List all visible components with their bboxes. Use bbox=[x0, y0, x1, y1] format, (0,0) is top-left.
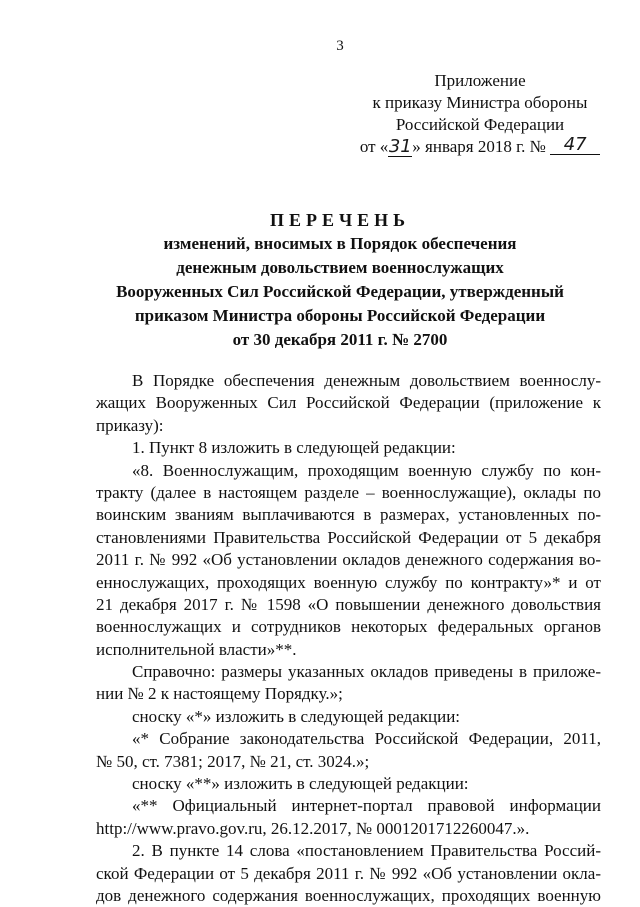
page-number: 3 bbox=[336, 38, 344, 54]
body-line: нии № 2 к настоящему Порядку.»; bbox=[96, 684, 343, 704]
date-prefix: от « bbox=[359, 137, 389, 156]
body-line: становлениями Правительства Российской Федерации от 5 декабря bbox=[96, 527, 601, 547]
heading-line: приказом Министра обороны Российской Федерации bbox=[134, 306, 546, 325]
body-line: 1. Пункт 8 изложить в следующей редакции: bbox=[132, 438, 456, 458]
heading-line: денежным довольствием военнослужащих bbox=[176, 258, 504, 277]
attachment-block bbox=[330, 70, 630, 158]
body-line: 21 декабря 2017 г. № 1598 «О повышении денежного довольствия bbox=[96, 594, 601, 614]
body-line: тракту (далее в настоящем разделе – военнослужащие), оклады по bbox=[96, 482, 601, 502]
heading-line: изменений, вносимых в Порядок обеспечения bbox=[163, 234, 517, 253]
body-line: ской Федерации от 5 декабря 2011 г. № 992 «Об установлении окла- bbox=[96, 863, 601, 883]
heading-line: Вооруженных Сил Российской Федерации, утвержденный bbox=[116, 282, 564, 301]
body-line: 2. В пункте 14 слова «постановлением Правительства Россий- bbox=[132, 841, 601, 861]
body-line: «* Собрание законодательства Российской Федерации, 2011, bbox=[132, 729, 601, 749]
attachment-line-1: Приложение bbox=[434, 71, 526, 90]
body-line: еннослужащих, проходящих военную службу по контракту»* и от bbox=[96, 572, 601, 592]
body-line: Справочно: размеры указанных окладов приведены в приложе- bbox=[132, 662, 601, 682]
document-heading bbox=[80, 208, 600, 352]
body-line: приказу): bbox=[96, 415, 164, 435]
body-line: дов денежного содержания военнослужащих, проходящих военную bbox=[96, 885, 601, 905]
attachment-date-line bbox=[330, 136, 630, 158]
attachment-line-3: Российской Федерации bbox=[395, 115, 565, 134]
body-line: исполнительной власти»**. bbox=[96, 639, 297, 659]
body-line: военнослужащих и сотрудников некоторых федеральных органов bbox=[96, 617, 601, 637]
heading-title: ПЕРЕЧЕНЬ bbox=[269, 210, 411, 230]
heading-line: от 30 декабря 2011 г. № 2700 bbox=[232, 330, 448, 349]
body-line: «** Официальный интернет-портал правовой информации bbox=[132, 796, 601, 816]
body-line: 2011 г. № 992 «Об установлении окладов денежного содержания во- bbox=[96, 550, 601, 570]
date-middle: » января 2018 г. № bbox=[412, 137, 546, 156]
body-line: воинским званиям выплачиваются в размерах, установленных по- bbox=[96, 505, 601, 525]
body-line: сноску «*» изложить в следующей редакции: bbox=[132, 706, 461, 726]
attachment-line-2: к приказу Министра обороны bbox=[372, 93, 588, 112]
body-line: сноску «**» изложить в следующей редакции: bbox=[132, 774, 469, 794]
handwritten-day: 31 bbox=[388, 136, 412, 157]
document-body bbox=[96, 370, 601, 907]
body-line: http://www.pravo.gov.ru, 26.12.2017, № 0001201712260047.». bbox=[96, 818, 530, 838]
body-line: «8. Военнослужащим, проходящим военную службу по кон- bbox=[132, 460, 601, 480]
body-line: В Порядке обеспечения денежным довольствием военнослу- bbox=[132, 371, 601, 390]
body-line: № 50, ст. 7381; 2017, № 21, ст. 3024.»; bbox=[96, 751, 370, 771]
handwritten-order-number: 47 bbox=[550, 136, 600, 155]
body-line: жащих Вооруженных Сил Российской Федерации (приложение к bbox=[96, 393, 601, 413]
